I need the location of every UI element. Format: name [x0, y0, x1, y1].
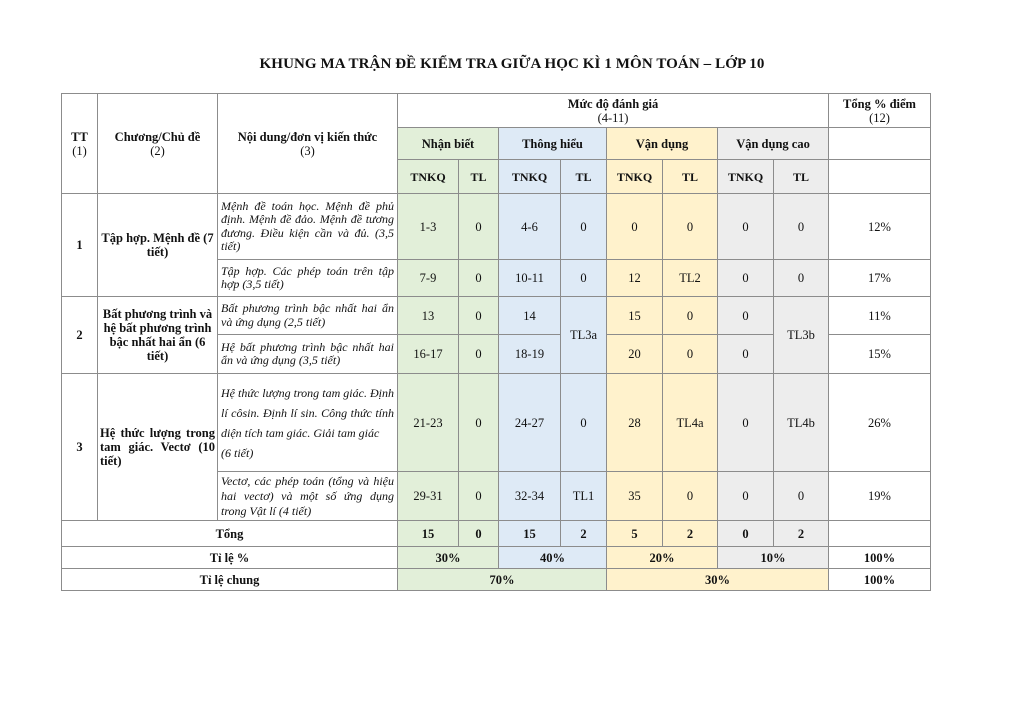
- cell-percent: 15%: [829, 335, 931, 374]
- cell-vdc-tnkq: 0: [718, 335, 774, 374]
- cell-vdc-tl: TL4b: [774, 374, 829, 472]
- overall-advanced: 30%: [607, 569, 829, 591]
- cell-vdc-tnkq: 0: [718, 260, 774, 297]
- overall-basic: 70%: [398, 569, 607, 591]
- ratio-nhan-biet: 30%: [398, 547, 499, 569]
- table-row: [62, 297, 931, 335]
- cell-th-tnkq: 24-27: [499, 374, 561, 472]
- overall-total: 100%: [829, 569, 931, 591]
- cell-vdc-tl: 0: [774, 472, 829, 521]
- cell-nb-tnkq: 13: [398, 297, 459, 335]
- cell-th-tnkq: 4-6: [499, 194, 561, 260]
- cell-th-tnkq: 10-11: [499, 260, 561, 297]
- header-level-van-dung-cao: Vận dụng cao: [718, 128, 829, 160]
- content-cell: Tập hợp. Các phép toán trên tập hợp (3,5 tiết): [218, 260, 398, 297]
- section-chapter: Tập hợp. Mệnh đề (7 tiết): [98, 194, 218, 297]
- cell-vd-tl: 0: [663, 194, 718, 260]
- header-tnkq: TNKQ: [398, 160, 459, 194]
- cell-vd-tl: 0: [663, 335, 718, 374]
- cell-vdc-tnkq: 0: [718, 472, 774, 521]
- cell-vdc-tl: 0: [774, 260, 829, 297]
- total-th-tl: 2: [561, 521, 607, 547]
- cell-vd-tnkq: 35: [607, 472, 663, 521]
- section-chapter: Hệ thức lượng trong tam giác. Vectơ (10 tiết): [98, 374, 218, 521]
- content-cell: Hệ bất phương trình bậc nhất hai ẩn và ứng dụng (3,5 tiết): [218, 335, 398, 374]
- cell-nb-tnkq: 1-3: [398, 194, 459, 260]
- cell-vd-tnkq: 12: [607, 260, 663, 297]
- matrix-table: [61, 93, 931, 591]
- header-tnkq: TNKQ: [499, 160, 561, 194]
- header-tnkq: TNKQ: [718, 160, 774, 194]
- header-tl: TL: [663, 160, 718, 194]
- section-chapter: Bất phương trình và hệ bất phương trình bậc nhất hai ẩn (6 tiết): [98, 297, 218, 374]
- page-title: KHUNG MA TRẬN ĐỀ KIỂM TRA GIỮA HỌC KÌ 1 MÔN TOÁN – LỚP 10: [259, 56, 765, 72]
- total-th-tnkq: 15: [499, 521, 561, 547]
- header-tnkq: TNKQ: [607, 160, 663, 194]
- cell-vdc-tnkq: 0: [718, 374, 774, 472]
- cell-vd-tnkq: 28: [607, 374, 663, 472]
- cell-nb-tl: 0: [459, 194, 499, 260]
- cell-nb-tl: 0: [459, 374, 499, 472]
- cell-th-tl: TL1: [561, 472, 607, 521]
- cell-nb-tl: 0: [459, 297, 499, 335]
- cell-nb-tnkq: 16-17: [398, 335, 459, 374]
- ratio-van-dung-cao: 10%: [718, 547, 829, 569]
- cell-th-tl: 0: [561, 260, 607, 297]
- cell-percent: 26%: [829, 374, 931, 472]
- cell-vd-tnkq: 0: [607, 194, 663, 260]
- header-empty: [829, 128, 931, 160]
- header-total-percent: Tổng % điểm (12): [829, 94, 931, 128]
- header-level-nhan-biet: Nhận biết: [398, 128, 499, 160]
- table-row: [62, 374, 931, 472]
- total-vd-tnkq: 5: [607, 521, 663, 547]
- cell-vdc-tl-merged: TL3b: [774, 297, 829, 374]
- cell-percent: 19%: [829, 472, 931, 521]
- cell-th-tl: 0: [561, 194, 607, 260]
- cell-percent: 12%: [829, 194, 931, 260]
- content-cell: [218, 374, 398, 472]
- total-nb-tl: 0: [459, 521, 499, 547]
- cell-nb-tnkq: 29-31: [398, 472, 459, 521]
- header-assessment-level: Mức độ đánh giá (4-11): [398, 94, 829, 128]
- header-tl: TL: [459, 160, 499, 194]
- total-vdc-tl: 2: [774, 521, 829, 547]
- ratio-van-dung: 20%: [607, 547, 718, 569]
- cell-vd-tl: TL2: [663, 260, 718, 297]
- cell-nb-tl: 0: [459, 260, 499, 297]
- cell-nb-tnkq: 7-9: [398, 260, 459, 297]
- section-number: 2: [62, 297, 98, 374]
- cell-nb-tnkq: 21-23: [398, 374, 459, 472]
- total-vdc-tnkq: 0: [718, 521, 774, 547]
- overall-row: [62, 569, 931, 591]
- overall-label: Tỉ lệ chung: [62, 569, 398, 591]
- ratio-label: Tỉ lệ %: [62, 547, 398, 569]
- total-empty: [829, 521, 931, 547]
- totals-row: [62, 521, 931, 547]
- cell-th-tnkq: 14: [499, 297, 561, 335]
- cell-vd-tnkq: 15: [607, 297, 663, 335]
- content-cell: Mệnh đề toán học. Mệnh đề phủ định. Mệnh đề đảo. Mệnh đề tương đương. Điều kiện cần và đủ. (3,5 tiết): [218, 194, 398, 260]
- ratio-row: [62, 547, 931, 569]
- cell-vdc-tl: 0: [774, 194, 829, 260]
- cell-vdc-tnkq: 0: [718, 194, 774, 260]
- cell-vd-tl: TL4a: [663, 374, 718, 472]
- cell-percent: 17%: [829, 260, 931, 297]
- cell-th-tnkq: 32-34: [499, 472, 561, 521]
- header-tt: TT (1): [62, 94, 98, 194]
- totals-label: Tổng: [62, 521, 398, 547]
- section-number: 3: [62, 374, 98, 521]
- header-tl: TL: [774, 160, 829, 194]
- header-content: Nội dung/đơn vị kiến thức (3): [218, 94, 398, 194]
- cell-th-tnkq: 18-19: [499, 335, 561, 374]
- cell-nb-tl: 0: [459, 335, 499, 374]
- cell-vdc-tnkq: 0: [718, 297, 774, 335]
- cell-vd-tl: 0: [663, 297, 718, 335]
- cell-vd-tl: 0: [663, 472, 718, 521]
- content-text: Hệ thức lượng trong tam giác. Định lí côsin. Định lí sin. Công thức tính diện tích tam giác. Giải tam giác: [221, 385, 394, 440]
- header-tl: TL: [561, 160, 607, 194]
- cell-nb-tl: 0: [459, 472, 499, 521]
- ratio-thong-hieu: 40%: [499, 547, 607, 569]
- header-empty: [829, 160, 931, 194]
- total-vd-tl: 2: [663, 521, 718, 547]
- cell-th-tl: 0: [561, 374, 607, 472]
- cell-th-tl-merged: TL3a: [561, 297, 607, 374]
- cell-vd-tnkq: 20: [607, 335, 663, 374]
- content-cell: Bất phương trình bậc nhất hai ẩn và ứng dụng (2,5 tiết): [218, 297, 398, 335]
- ratio-total: 100%: [829, 547, 931, 569]
- header-level-thong-hieu: Thông hiểu: [499, 128, 607, 160]
- header-chapter: Chương/Chủ đề (2): [98, 94, 218, 194]
- content-extra: (6 tiết): [221, 445, 254, 460]
- header-level-van-dung: Vận dụng: [607, 128, 718, 160]
- section-number: 1: [62, 194, 98, 297]
- content-cell: Vectơ, các phép toán (tổng và hiệu hai vectơ) và một số ứng dụng trong Vật lí (4 tiết): [218, 472, 398, 521]
- table-row: [62, 194, 931, 260]
- total-nb-tnkq: 15: [398, 521, 459, 547]
- cell-percent: 11%: [829, 297, 931, 335]
